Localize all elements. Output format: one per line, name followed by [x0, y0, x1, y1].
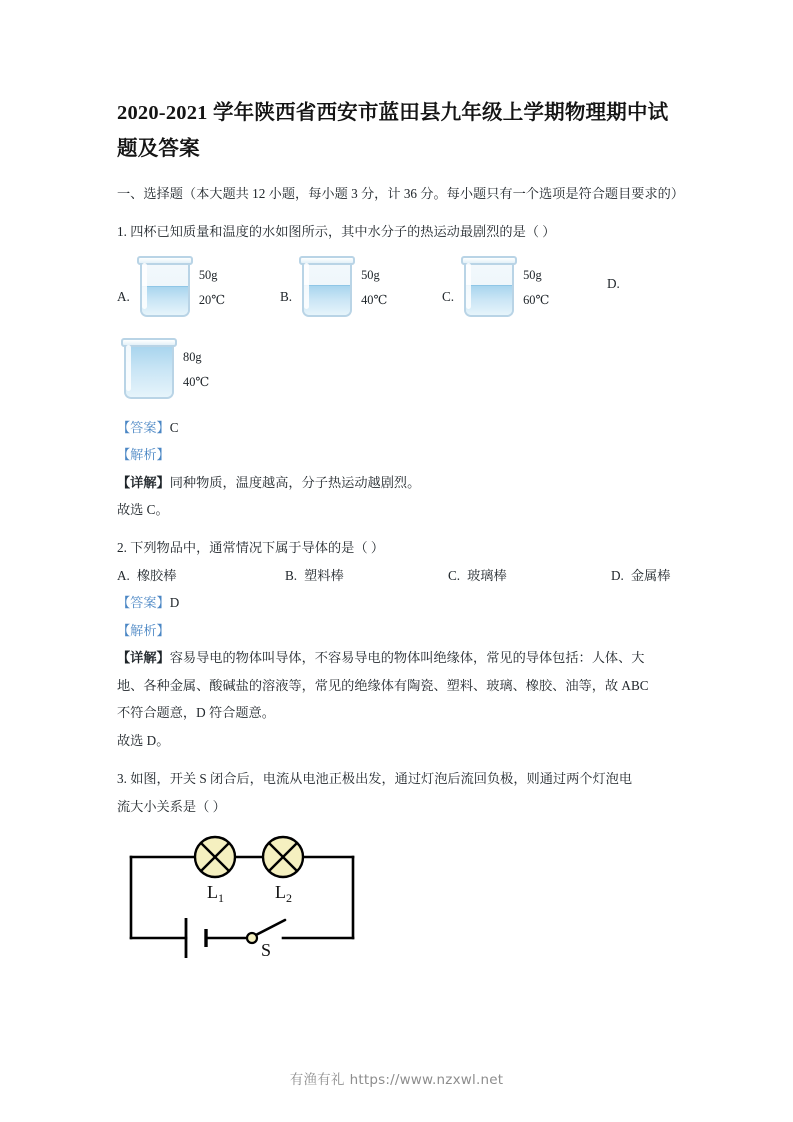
- beaker-d-mass: 80g: [183, 350, 202, 365]
- question-2-answer: [117, 589, 679, 616]
- question-1-detail: [117, 469, 679, 496]
- beaker-choice-a: [117, 252, 225, 318]
- footer-watermark: [0, 1068, 793, 1088]
- option-c-text: 玻璃棒: [467, 567, 507, 583]
- question-2-conclusion: 故选 D。: [117, 732, 170, 748]
- beaker-choice-d-label-only: [607, 252, 627, 292]
- answer-value-2: D: [169, 595, 180, 611]
- option-c-label: C.: [448, 567, 461, 583]
- option-a-text: 橡胶棒: [136, 567, 177, 583]
- lamp-2-label: $L_2$: [275, 882, 292, 905]
- option-d-label: D.: [611, 567, 624, 583]
- question-2-detail-line-1: [117, 644, 679, 671]
- section-heading: 一、选择题（本大题共 12 小题，每小题 3 分，计 36 分。每小题只有一个选项是符合题目要求的）: [117, 185, 685, 201]
- beaker-d-icon: [121, 334, 177, 400]
- question-1-analysis: [117, 441, 679, 468]
- page-title: 2020-2021 学年陕西省西安市蓝田县九年级上学期物理期中试题及答案: [117, 102, 669, 160]
- beaker-a-caption: [199, 257, 225, 311]
- question-1-figure-row-1: [117, 252, 679, 332]
- beaker-d-label: D.: [607, 275, 620, 291]
- detail-text-2a: 容易导电的物体叫导体，不容易导电的物体叫绝缘体，常见的导体包括：人体、大: [169, 650, 645, 666]
- option-b-text: 塑料棒: [304, 567, 344, 583]
- detail-text-1: 同种物质，温度越高，分子热运动越剧烈。: [169, 474, 421, 490]
- question-2-options: [117, 562, 679, 589]
- question-1-figure-row-2: [117, 334, 679, 414]
- detail-tag-1: 【详解】: [117, 474, 170, 490]
- beaker-a-temperature: 20℃: [198, 292, 226, 307]
- beaker-choice-d: [121, 334, 209, 400]
- beaker-c-label: C.: [442, 288, 455, 304]
- switch-label: S: [261, 940, 272, 960]
- footer-brand: 有渔有礼: [289, 1072, 345, 1088]
- question-2-analysis: [117, 617, 679, 644]
- analysis-tag-2: 【解析】: [117, 622, 170, 638]
- beaker-b-temperature: 40℃: [361, 292, 388, 307]
- option-a-label: A.: [117, 567, 130, 583]
- beaker-a-label: A.: [117, 288, 130, 304]
- lamp-1-icon: [195, 837, 235, 877]
- beaker-b-mass: 50g: [361, 268, 380, 283]
- beaker-b-icon: [299, 252, 355, 318]
- option-b-label: B.: [285, 567, 298, 583]
- answer-tag-2: 【答案】: [117, 595, 170, 611]
- question-2-option-d: [611, 562, 679, 589]
- beaker-b-label: B.: [280, 288, 293, 304]
- lamp-1-label: $L_1$: [207, 882, 224, 905]
- beaker-c-temperature: 60℃: [523, 292, 550, 307]
- answer-tag-1: 【答案】: [117, 419, 170, 435]
- detail-tag-2: 【详解】: [117, 650, 170, 666]
- beaker-choice-c: [442, 252, 549, 318]
- circuit-diagram-svg: [121, 830, 389, 960]
- question-1-stem: 1. 四杯已知质量和温度的水如图所示，其中水分子的热运动最剧烈的是（ ）: [117, 224, 556, 240]
- beaker-a-icon: [137, 252, 193, 318]
- beaker-a-mass: 50g: [198, 268, 218, 283]
- beaker-c-icon: [461, 252, 517, 318]
- beaker-c-caption: [523, 257, 549, 311]
- beaker-b-caption: [361, 257, 387, 311]
- question-2-option-c: [448, 562, 611, 589]
- footer-url: https://www.nzxwl.net: [349, 1072, 504, 1088]
- document-content: [117, 0, 685, 965]
- lamp-2-icon: [263, 837, 303, 877]
- question-2-stem: 2. 下列物品中，通常情况下属于导体的是（ ）: [117, 540, 385, 556]
- question-2-option-a: [117, 562, 285, 589]
- beaker-d-caption: [183, 339, 209, 393]
- question-2-detail-line-3: 不符合题意，D 符合题意。: [117, 705, 275, 721]
- question-2-option-b: [285, 562, 448, 589]
- beaker-d-temperature: 40℃: [183, 374, 210, 389]
- option-d-text: 金属棒: [630, 567, 671, 583]
- beaker-choice-b: [280, 252, 387, 318]
- question-1-conclusion: 故选 C。: [117, 502, 169, 518]
- question-3-circuit-figure: [121, 830, 679, 965]
- question-1-answer: [117, 414, 679, 441]
- question-3-stem-line-2: 流大小关系是（ ）: [117, 798, 226, 814]
- question-3-stem-line-1: 3. 如图，开关 S 闭合后，电流从电池正极出发，通过灯泡后流回负极，则通过两个灯泡电: [117, 771, 633, 787]
- beaker-c-mass: 50g: [523, 268, 542, 283]
- analysis-tag-1: 【解析】: [117, 447, 170, 463]
- answer-value-1: C: [169, 419, 179, 435]
- question-2-detail-line-2: 地、各种金属、酸碱盐的溶液等，常见的绝缘体有陶瓷、塑料、玻璃、橡胶、油等，故 ABC: [117, 677, 649, 693]
